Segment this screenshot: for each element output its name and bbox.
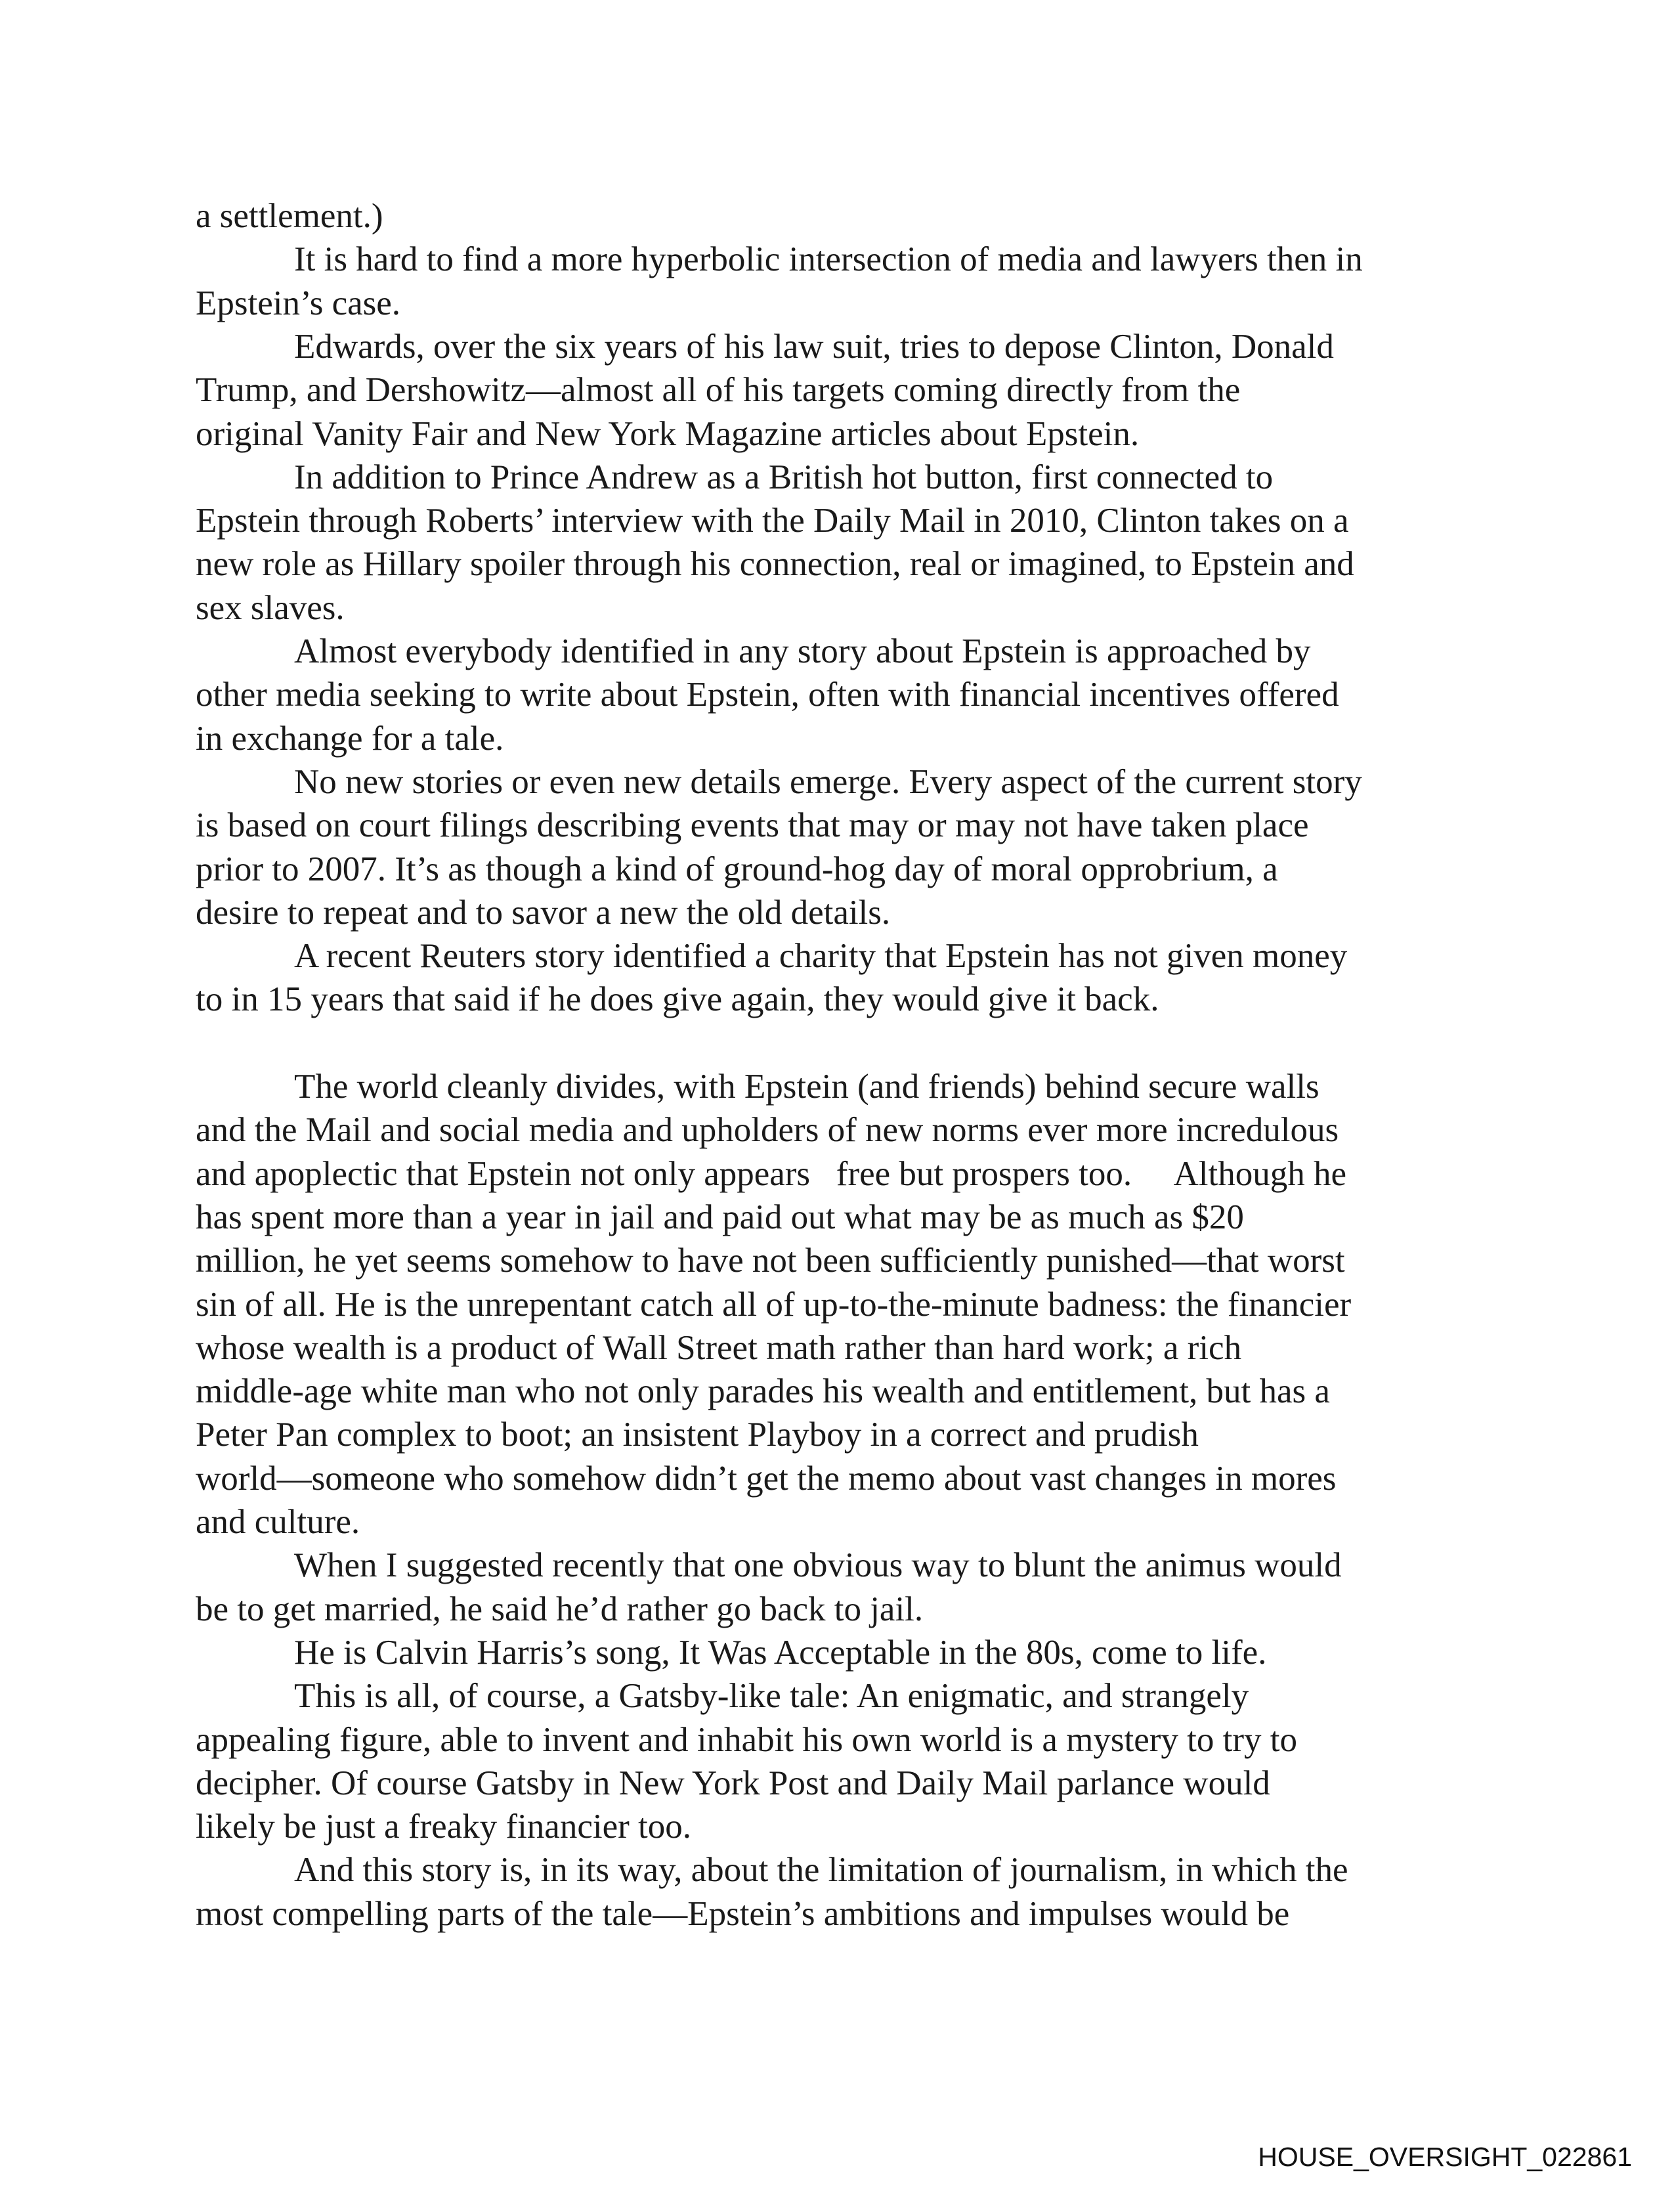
text-line: sex slaves. <box>196 588 345 627</box>
text-line: And this story is, in its way, about the limitation of journalism, in which the <box>294 1851 1348 1890</box>
text-line: When I suggested recently that one obvious way to blunt the animus would <box>294 1546 1342 1585</box>
text-line: It is hard to find a more hyperbolic intersection of media and lawyers then in <box>294 240 1363 279</box>
text-line: sin of all. He is the unrepentant catch all of up-to-the-minute badness: the financier <box>196 1285 1352 1324</box>
text-line: has spent more than a year in jail and paid out what may be as much as $20 <box>196 1198 1244 1236</box>
text-line: middle-age white man who not only parades his wealth and entitlement, but has a <box>196 1372 1330 1411</box>
bates-number: HOUSE_OVERSIGHT_022861 <box>1258 2142 1632 2172</box>
text-line: Edwards, over the six years of his law suit, tries to depose Clinton, Donald <box>294 327 1334 366</box>
text-line: is based on court filings describing events that may or may not have taken place <box>196 806 1309 845</box>
text-line: He is Calvin Harris’s song, It Was Acceptable in the 80s, come to life. <box>294 1633 1267 1672</box>
text-line: new role as Hillary spoiler through his connection, real or imagined, to Epstein and <box>196 545 1354 584</box>
text-line: a settlement.) <box>196 197 383 235</box>
text-line: A recent Reuters story identified a charity that Epstein has not given money <box>294 937 1348 976</box>
text-line: This is all, of course, a Gatsby-like tale: An enigmatic, and strangely <box>294 1677 1249 1716</box>
text-line: to in 15 years that said if he does give again, they would give it back. <box>196 980 1159 1019</box>
text-line: likely be just a freaky financier too. <box>196 1808 691 1846</box>
text-line: most compelling parts of the tale—Epstein’s ambitions and impulses would be <box>196 1894 1290 1933</box>
text-line: Peter Pan complex to boot; an insistent Playboy in a correct and prudish <box>196 1416 1199 1454</box>
text-line: Trump, and Dershowitz—almost all of his targets coming directly from the <box>196 371 1241 410</box>
text-line: and the Mail and social media and upholders of new norms ever more incredulous <box>196 1111 1339 1150</box>
text-line: decipher. Of course Gatsby in New York Post and Daily Mail parlance would <box>196 1764 1270 1802</box>
text-line: whose wealth is a product of Wall Street math rather than hard work; a rich <box>196 1328 1242 1367</box>
text-line: Epstein through Roberts’ interview with the Daily Mail in 2010, Clinton takes on a <box>196 502 1349 540</box>
text-line: world—someone who somehow didn’t get the memo about vast changes in mores <box>196 1459 1337 1498</box>
text-line: and apoplectic that Epstein not only appears free but prospers too. Although he <box>196 1154 1346 1193</box>
text-line: original Vanity Fair and New York Magazine articles about Epstein. <box>196 414 1140 453</box>
text-line: prior to 2007. It’s as though a kind of ground-hog day of moral opprobrium, a <box>196 850 1278 888</box>
text-line: In addition to Prince Andrew as a British hot button, first connected to <box>294 458 1274 496</box>
text-line: be to get married, he said he’d rather go back to jail. <box>196 1590 924 1628</box>
text-line: million, he yet seems somehow to have not been sufficiently punished—that worst <box>196 1242 1345 1280</box>
text-line: in exchange for a tale. <box>196 719 504 758</box>
text-line: Epstein’s case. <box>196 284 401 322</box>
text-line: and culture. <box>196 1503 360 1541</box>
text-line: desire to repeat and to savor a new the old details. <box>196 893 891 932</box>
text-line: other media seeking to write about Epstein, often with financial incentives offered <box>196 676 1339 714</box>
text-line: The world cleanly divides, with Epstein (and friends) behind secure walls <box>294 1068 1320 1106</box>
text-line: Almost everybody identified in any story about Epstein is approached by <box>294 632 1311 670</box>
text-line: appealing figure, able to invent and inhabit his own world is a mystery to try to <box>196 1720 1297 1759</box>
text-line: No new stories or even new details emerge. Every aspect of the current story <box>294 762 1362 801</box>
